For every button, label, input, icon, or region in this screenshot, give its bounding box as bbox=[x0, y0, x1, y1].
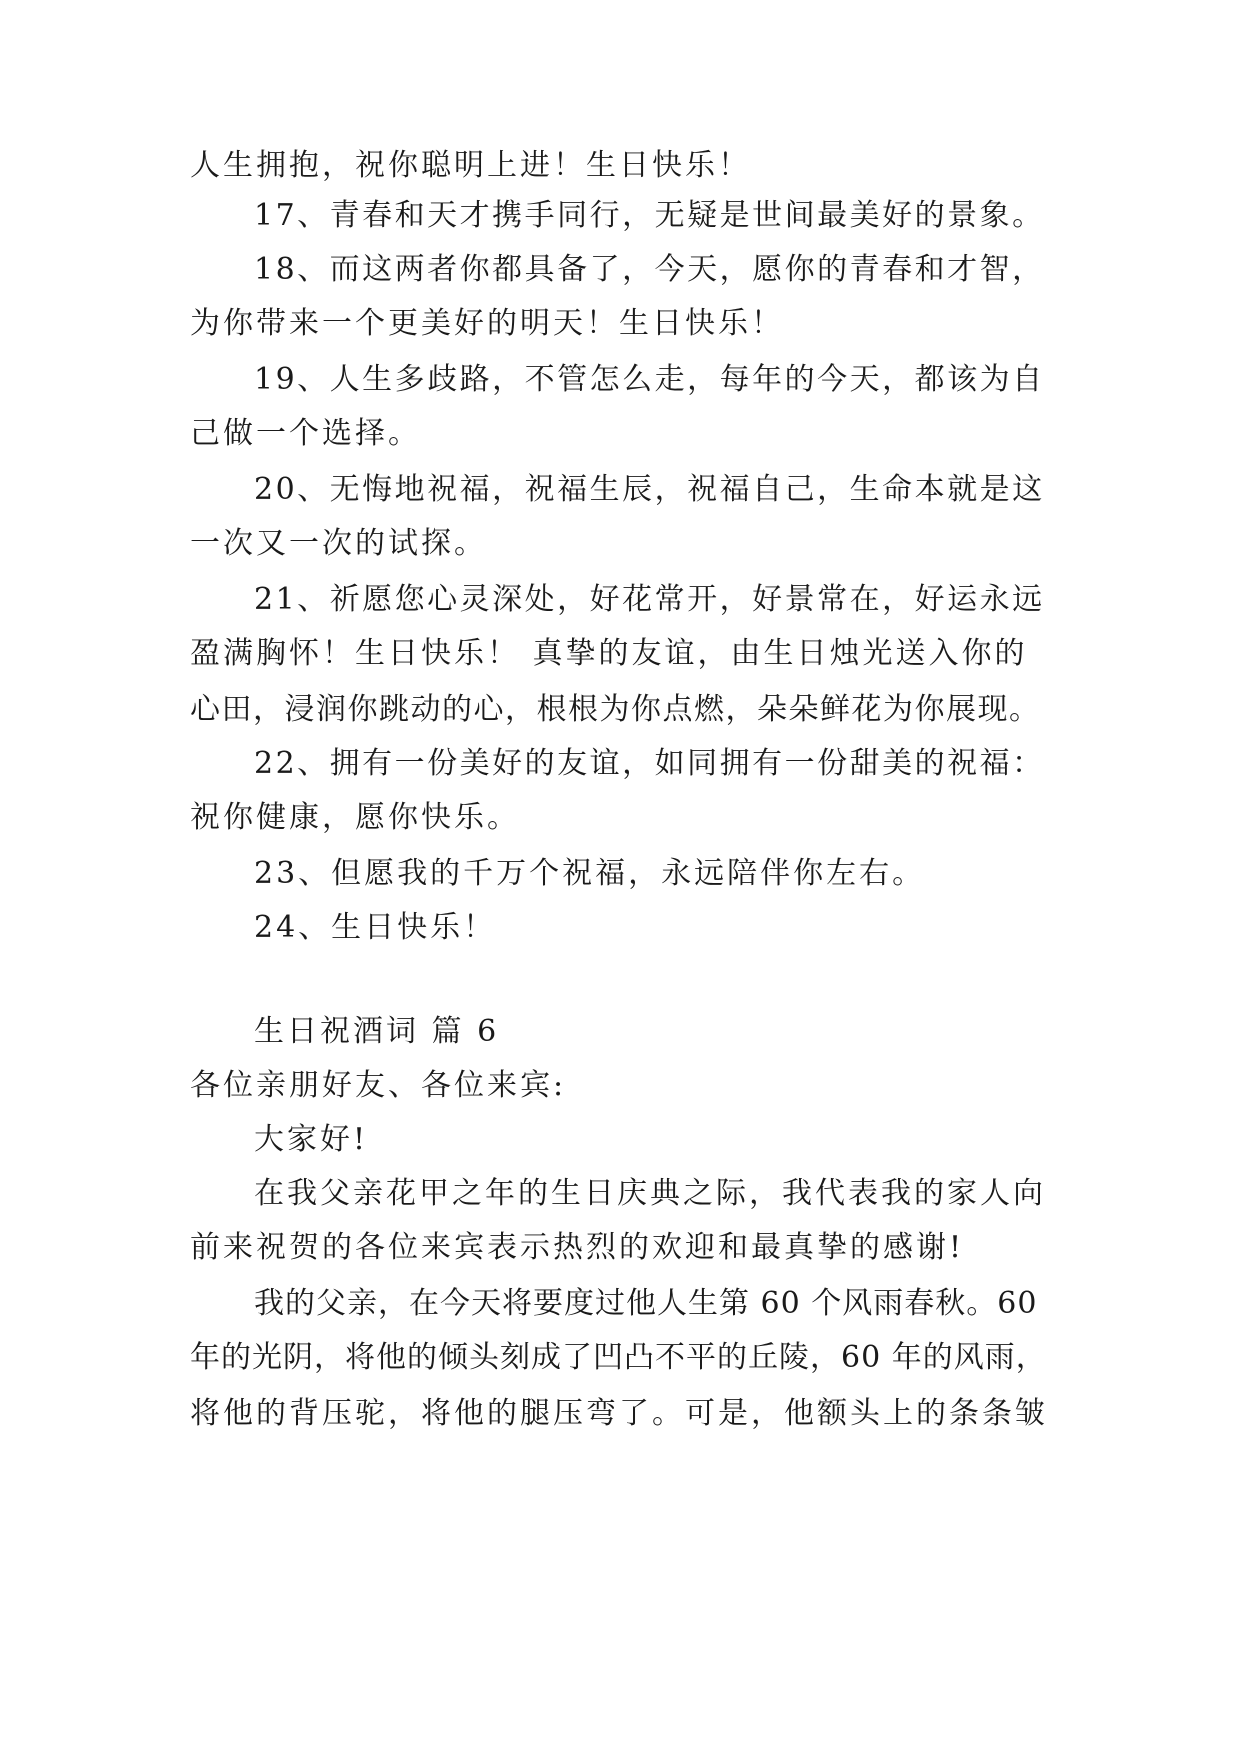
text-line: 祝你健康，愿你快乐。 bbox=[190, 800, 520, 835]
text-line: 为你带来一个更美好的明天！生日快乐！ bbox=[190, 306, 784, 341]
text-line: 各位亲朋好友、各位来宾: bbox=[190, 1068, 567, 1103]
text-line: 己做一个选择。 bbox=[190, 416, 421, 451]
text-line: 盈满胸怀！生日快乐！ 真挚的友谊，由生日烛光送入你的 bbox=[190, 636, 1028, 671]
text-line: 前来祝贺的各位来宾表示热烈的欢迎和最真挚的感谢! bbox=[190, 1230, 965, 1265]
text-line: 22、拥有一份美好的友谊，如同拥有一份甜美的祝福： bbox=[254, 746, 1045, 781]
text-line: 将他的背压驼，将他的腿压弯了。可是，他额头上的条条皱 bbox=[190, 1396, 1048, 1431]
text-line: 21、祈愿您心灵深处，好花常开，好景常在，好运永远 bbox=[254, 582, 1045, 617]
text-line: 24、生日快乐！ bbox=[254, 910, 497, 945]
section-heading: 生日祝酒词 篇 6 bbox=[254, 1014, 500, 1049]
text-line: 在我父亲花甲之年的生日庆典之际，我代表我的家人向 bbox=[254, 1176, 1046, 1211]
text-line: 20、无悔地祝福，祝福生辰，祝福自己，生命本就是这 bbox=[254, 472, 1045, 507]
text-line: 19、人生多歧路，不管怎么走，每年的今天，都该为自 bbox=[254, 362, 1045, 397]
text-line: 人生拥抱，祝你聪明上进！生日快乐！ bbox=[190, 148, 751, 183]
text-line: 我的父亲，在今天将要度过他人生第 60 个风雨春秋。60 bbox=[254, 1286, 1038, 1321]
text-line: 18、而这两者你都具备了，今天，愿你的青春和才智， bbox=[254, 252, 1045, 287]
text-line: 心田，浸润你跳动的心，根根为你点燃，朵朵鲜花为你展现。 bbox=[190, 692, 1041, 727]
text-line: 17、青春和天才携手同行，无疑是世间最美好的景象。 bbox=[254, 198, 1045, 233]
text-line: 大家好! bbox=[254, 1122, 369, 1157]
text-line: 一次又一次的试探。 bbox=[190, 526, 487, 561]
text-line: 23、但愿我的千万个祝福，永远陪伴你左右。 bbox=[254, 856, 926, 891]
text-line: 年的光阴，将他的倾头刻成了凹凸不平的丘陵，60 年的风雨， bbox=[190, 1340, 1047, 1375]
